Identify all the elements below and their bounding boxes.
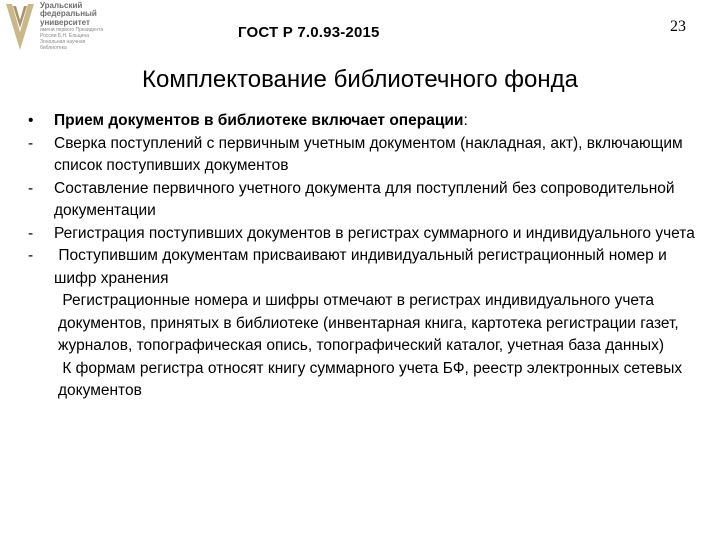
intro-item [28,110,708,133]
slide-content [28,110,708,403]
university-emblem-icon [4,2,36,54]
logo-sub-line: России Б.Н. Ельцина [40,33,89,40]
logo-library-line: библиотека [40,45,67,52]
dash-marker: - [28,247,34,264]
logo-name-line: Уральский [40,1,83,10]
header-title: ГОСТ Р 7.0.93-2015 [238,24,380,41]
university-logo [2,0,132,64]
intro-tail: : [463,112,468,129]
list-item-text: Регистрация поступивших документов в регистрах суммарного и индивидуального учета [54,224,695,242]
dash-marker: - [28,179,34,197]
logo-name-line: федеральный [40,9,97,19]
list-item [28,245,708,290]
dash-marker: - [28,224,34,242]
paragraph: К формам регистра относят книгу суммарного учета БФ, реестр электронных сетевых документов [58,359,687,399]
paragraph: Регистрационные номера и шифры отмечают в регистрах индивидуального учета документов, принятых в библиотеке (инвентарная книга, картотека регистрации газет, журналов, топографическая опись, топографический каталог, учетная база данных) [58,292,683,354]
dash-marker: - [28,134,34,152]
list-item-text: Сверка поступлений с первичным учетным документом (накладная, акт), включающим список поступивших документов [54,134,683,174]
logo-library-line: Зональная научная [40,39,86,46]
list-item-text: Поступившим документам присваивают индивидуальный регистрационный номер и шифр хранения [54,247,672,287]
logo-text [40,2,132,51]
bullet-marker: • [28,112,34,129]
logo-sub-line: имени первого Президента [40,27,104,34]
list-item [28,133,708,178]
list-item-text: Составление первичного учетного документа для поступлений без сопроводительной документации [54,179,675,219]
logo-name-line: университет [40,17,90,27]
list-item [28,178,708,223]
intro-bold-text: Прием документов в библиотеке включает операции [54,112,464,129]
page-number: 23 [670,18,686,35]
list-item [28,223,708,246]
slide-title: Комплектование библиотечного фонда [142,66,578,93]
